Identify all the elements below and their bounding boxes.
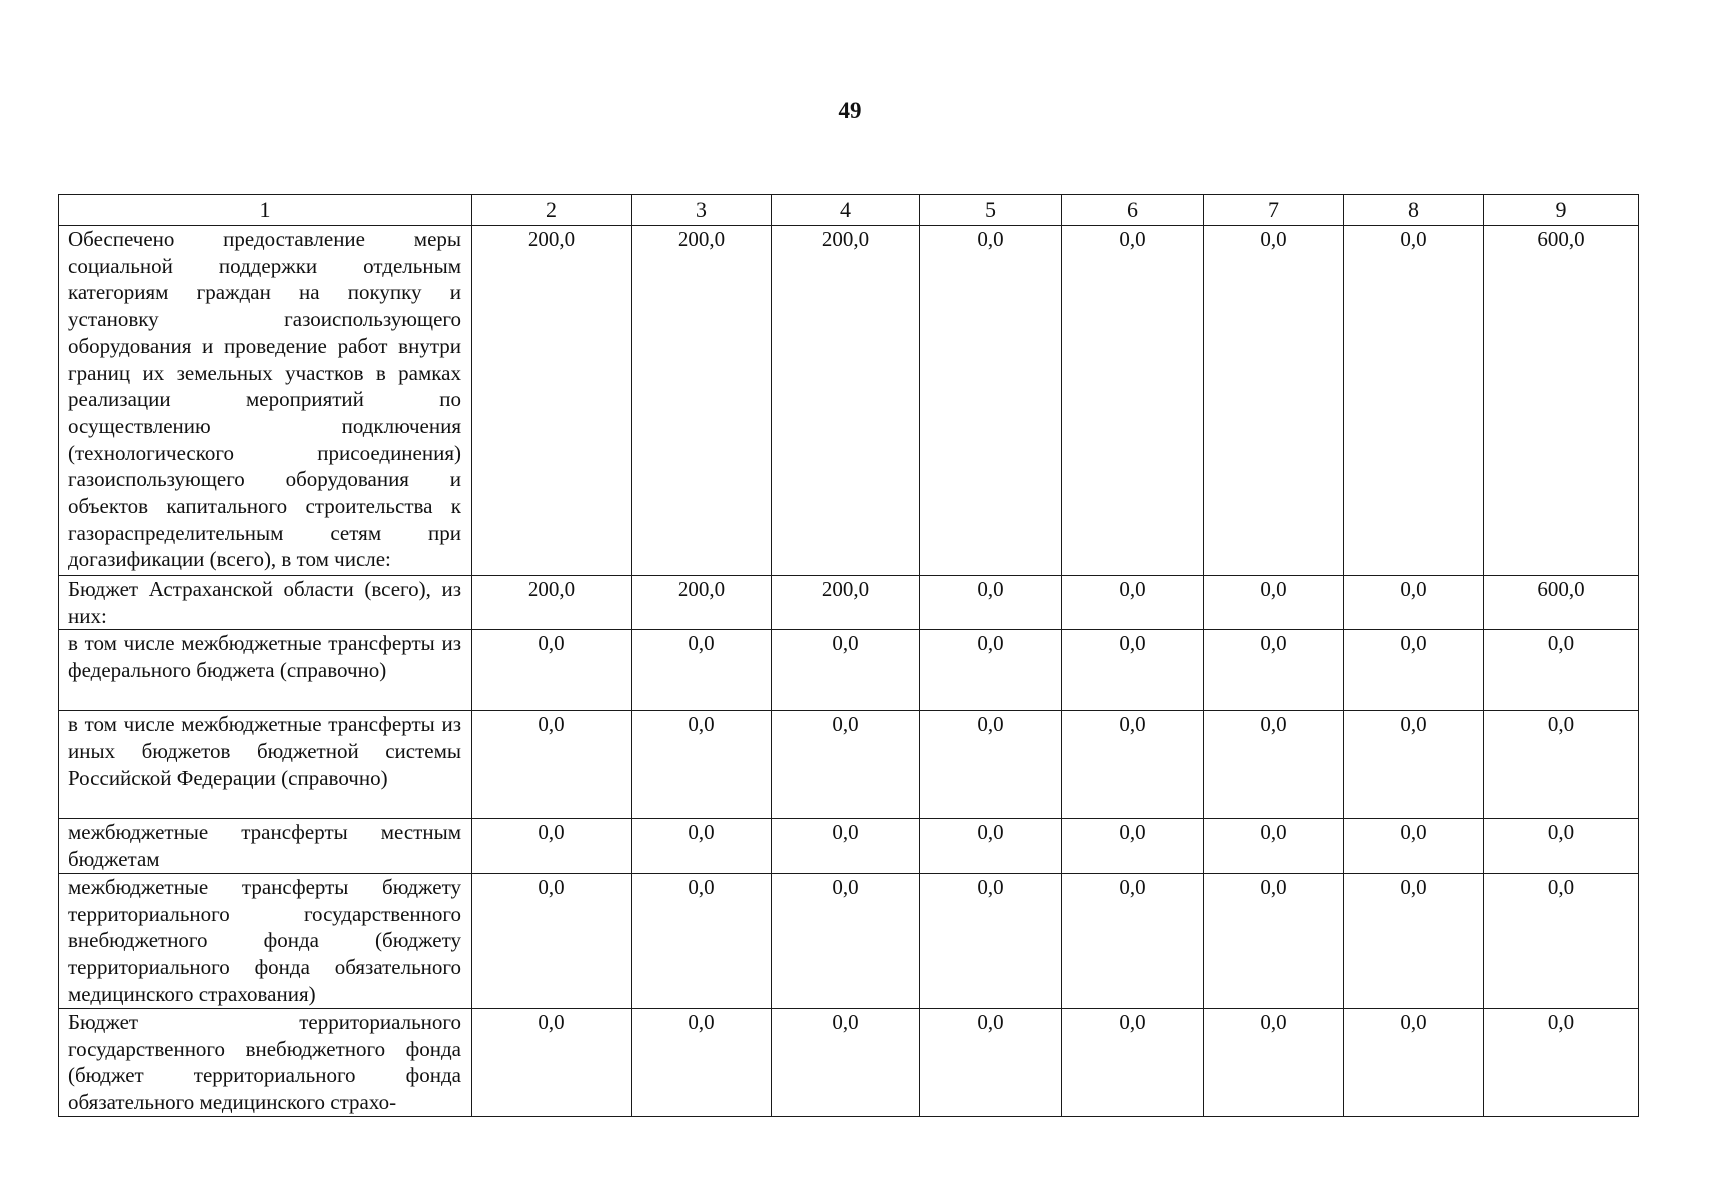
cell-value: 0,0 — [472, 711, 632, 819]
cell-value: 0,0 — [1062, 873, 1204, 1008]
table-row — [59, 630, 1639, 711]
cell-value: 0,0 — [1204, 630, 1344, 711]
column-header: 3 — [632, 195, 772, 226]
column-header: 9 — [1484, 195, 1639, 226]
cell-value: 0,0 — [1344, 873, 1484, 1008]
row-label: в том числе межбюджетные трансферты из иных бюджетов бюджетной системы Российской Федерации (справочно) — [59, 711, 472, 819]
table-row — [59, 1008, 1639, 1116]
column-header: 5 — [920, 195, 1062, 226]
cell-value: 0,0 — [1344, 1008, 1484, 1116]
table-row — [59, 226, 1639, 576]
cell-value: 0,0 — [1204, 1008, 1344, 1116]
cell-value: 0,0 — [1484, 819, 1639, 873]
row-label: межбюджетные трансферты бюджету территориального государственного внебюджетного фонда (бюджету территориального фонда обязательного медицинского страхования) — [59, 873, 472, 1008]
column-header: 8 — [1344, 195, 1484, 226]
row-label: Бюджет Астраханской области (всего), из них: — [59, 576, 472, 630]
cell-value: 0,0 — [632, 630, 772, 711]
cell-value: 0,0 — [772, 819, 920, 873]
budget-table — [58, 194, 1639, 1117]
page-number: 49 — [838, 98, 862, 123]
cell-value: 200,0 — [632, 226, 772, 576]
cell-value: 0,0 — [1344, 819, 1484, 873]
row-label: Бюджет территориального государственного внебюджетного фонда (бюджет территориального фонда обязательного медицинского страхо- — [59, 1008, 472, 1116]
cell-value: 0,0 — [1062, 630, 1204, 711]
cell-value: 0,0 — [920, 819, 1062, 873]
cell-value: 0,0 — [1062, 226, 1204, 576]
cell-value: 0,0 — [472, 630, 632, 711]
cell-value: 0,0 — [472, 1008, 632, 1116]
cell-value: 0,0 — [920, 576, 1062, 630]
header-row — [59, 195, 1639, 226]
cell-value: 0,0 — [472, 819, 632, 873]
cell-value: 600,0 — [1484, 576, 1639, 630]
cell-value: 200,0 — [472, 576, 632, 630]
cell-value: 0,0 — [920, 711, 1062, 819]
cell-value: 0,0 — [632, 1008, 772, 1116]
row-label: Обеспечено предоставление меры социальной поддержки отдельным категориям граждан на покупку и установку газоиспользующего оборудования и проведение работ внутри границ их земельных участков в рамках реализации мероприятий по осуществлению подключения (технологического присоединения) газоиспользующего оборудования и объектов капитального строительства к газораспределительным сетям при догазификации (всего), в том числе: — [59, 226, 472, 576]
cell-value: 0,0 — [1062, 576, 1204, 630]
cell-value: 0,0 — [632, 873, 772, 1008]
cell-value: 0,0 — [1062, 711, 1204, 819]
cell-value: 0,0 — [1484, 873, 1639, 1008]
cell-value: 0,0 — [1484, 711, 1639, 819]
row-label: в том числе межбюджетные трансферты из федерального бюджета (справочно) — [59, 630, 472, 711]
cell-value: 0,0 — [920, 226, 1062, 576]
cell-value: 0,0 — [1062, 1008, 1204, 1116]
cell-value: 0,0 — [772, 1008, 920, 1116]
cell-value: 0,0 — [920, 1008, 1062, 1116]
cell-value: 0,0 — [772, 711, 920, 819]
column-header: 1 — [59, 195, 472, 226]
cell-value: 0,0 — [1344, 711, 1484, 819]
cell-value: 0,0 — [472, 873, 632, 1008]
column-header: 2 — [472, 195, 632, 226]
cell-value: 0,0 — [632, 711, 772, 819]
cell-value: 200,0 — [472, 226, 632, 576]
cell-value: 200,0 — [772, 576, 920, 630]
cell-value: 0,0 — [772, 873, 920, 1008]
cell-value: 0,0 — [1344, 630, 1484, 711]
column-header: 4 — [772, 195, 920, 226]
cell-value: 0,0 — [1204, 226, 1344, 576]
table-row — [59, 711, 1639, 819]
cell-value: 0,0 — [1484, 1008, 1639, 1116]
cell-value: 200,0 — [632, 576, 772, 630]
cell-value: 200,0 — [772, 226, 920, 576]
cell-value: 0,0 — [920, 630, 1062, 711]
column-header: 7 — [1204, 195, 1344, 226]
cell-value: 0,0 — [1204, 711, 1344, 819]
table-row — [59, 873, 1639, 1008]
table-row — [59, 819, 1639, 873]
cell-value: 0,0 — [1204, 873, 1344, 1008]
cell-value: 600,0 — [1484, 226, 1639, 576]
cell-value: 0,0 — [1204, 576, 1344, 630]
table-row — [59, 576, 1639, 630]
row-label: межбюджетные трансферты местным бюджетам — [59, 819, 472, 873]
cell-value: 0,0 — [1484, 630, 1639, 711]
cell-value: 0,0 — [1344, 226, 1484, 576]
cell-value: 0,0 — [772, 630, 920, 711]
cell-value: 0,0 — [920, 873, 1062, 1008]
cell-value: 0,0 — [1204, 819, 1344, 873]
cell-value: 0,0 — [1062, 819, 1204, 873]
cell-value: 0,0 — [632, 819, 772, 873]
column-header: 6 — [1062, 195, 1204, 226]
cell-value: 0,0 — [1344, 576, 1484, 630]
